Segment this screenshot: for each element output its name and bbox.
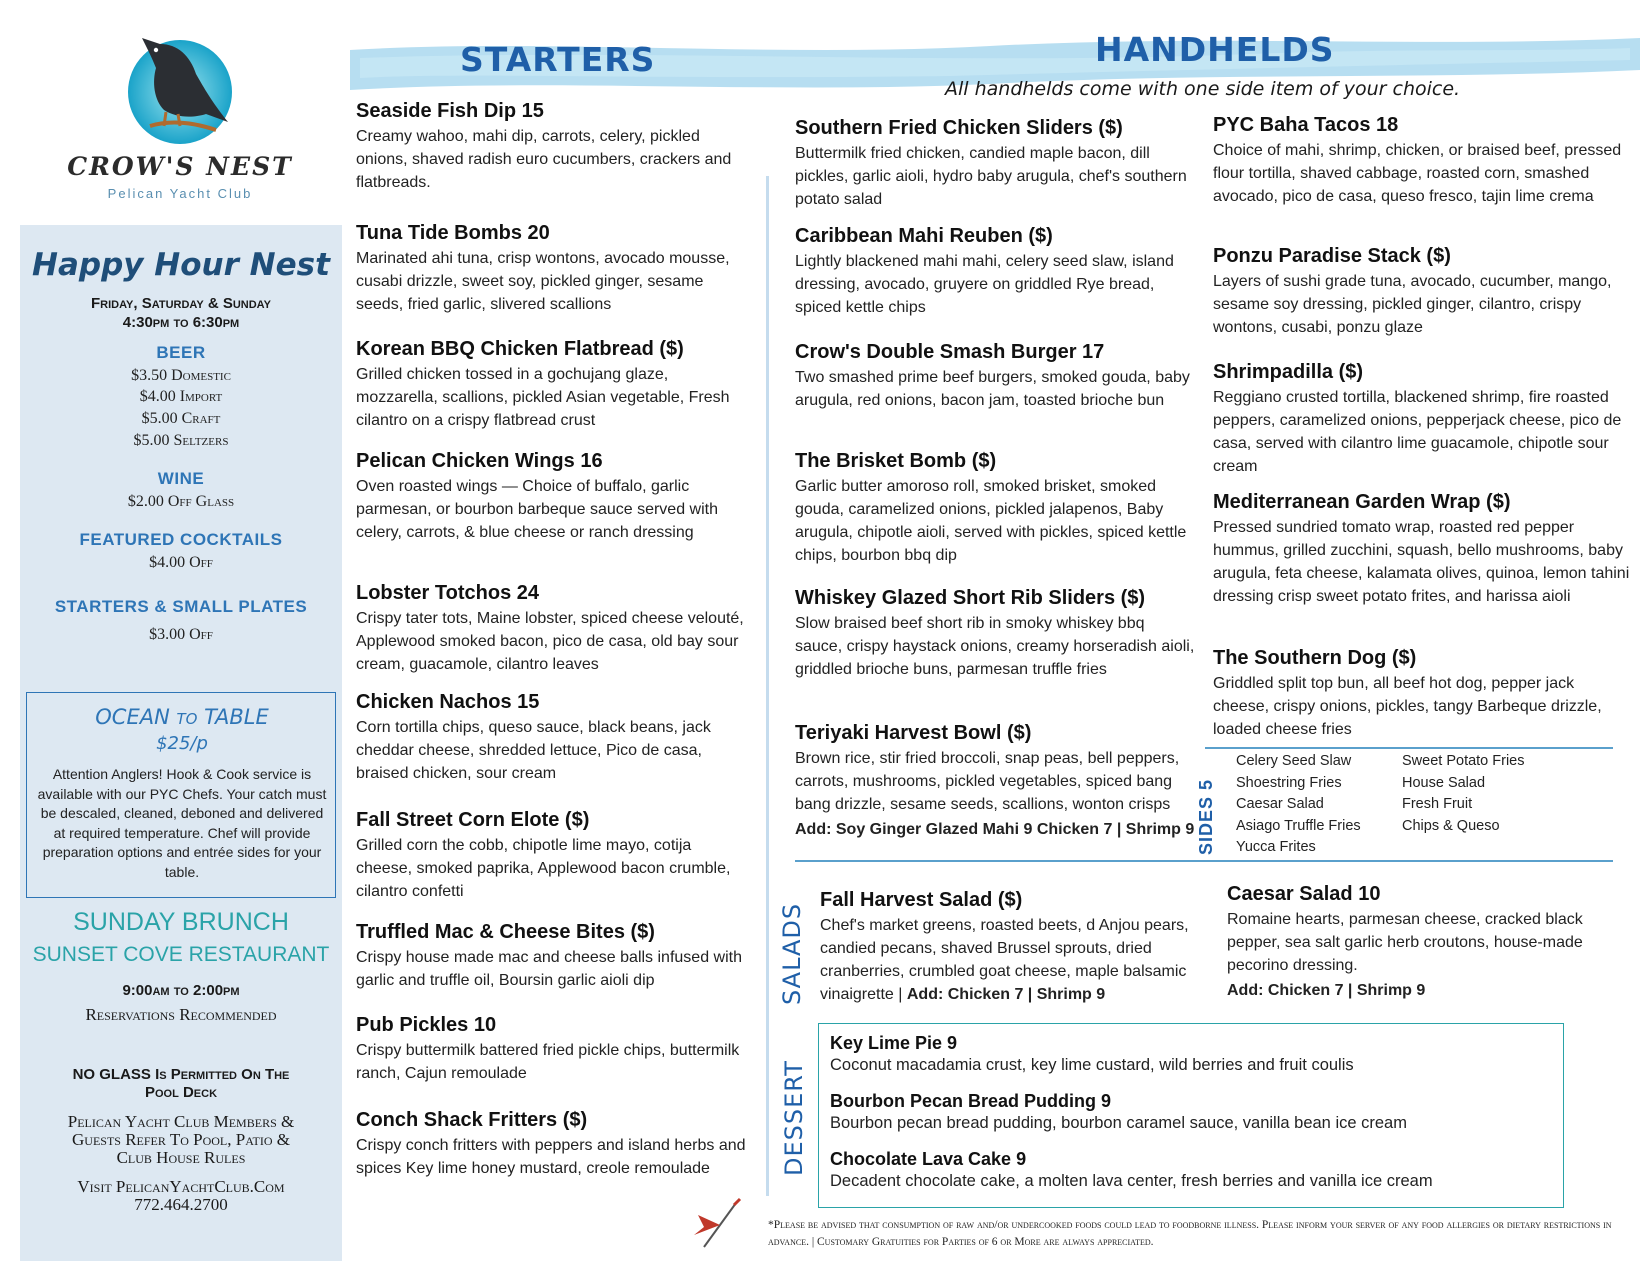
- menu-item: [795, 225, 1195, 319]
- item-name: Mediterranean Garden Wrap ($): [1213, 491, 1511, 513]
- item-desc: Oven roasted wings — Choice of buffalo, garlic parmesan, or bourbon barbeque sauce served with celery, carrots, & blue cheese or ranch dressing: [356, 478, 718, 541]
- item-desc: Grilled corn the cobb, chipotle lime mayo, cotija cheese, smoked paprika, Applewood bacon crumble, cilantro confetti: [356, 837, 731, 900]
- menu-item: [356, 100, 746, 194]
- members-rule: Pelican Yacht Club Members &: [67, 1112, 295, 1131]
- beer-line: $3.50 Domestic: [131, 367, 231, 384]
- handhelds-heading: HANDHELDS: [1095, 30, 1335, 69]
- item-name: Korean BBQ Chicken Flatbread ($): [356, 338, 684, 360]
- item-name: Caribbean Mahi Reuben ($): [795, 225, 1053, 247]
- item-name: Crow's Double Smash Burger 17: [795, 341, 1105, 363]
- menu-item: [356, 1109, 746, 1180]
- beer-line: $4.00 Import: [139, 388, 223, 405]
- item-desc: Crispy tater tots, Maine lobster, spiced cheese velouté, Applewood smoked bacon, pico de casa, old bay sour cream, guacamole, cilantro leaves: [356, 610, 744, 673]
- dessert-label: DESSERT: [780, 1060, 808, 1176]
- item-name: The Southern Dog ($): [1213, 647, 1417, 669]
- side-item: Sweet Potato Fries: [1402, 753, 1525, 769]
- brunch-venue: SUNSET COVE RESTAURANT: [32, 943, 330, 966]
- happy-hour-title: Happy Hour Nest: [32, 247, 330, 283]
- starters-discount-heading: STARTERS & SMALL PLATES: [54, 597, 308, 616]
- item-name: Pelican Chicken Wings 16: [356, 450, 603, 472]
- item-desc: Romaine hearts, parmesan cheese, cracked black pepper, sea salt garlic herb croutons, house-made pecorino dressing.: [1227, 911, 1583, 974]
- item-add-on: Add: Chicken 7 | Shrimp 9: [906, 986, 1106, 1003]
- item-name: Truffled Mac & Cheese Bites ($): [356, 921, 655, 943]
- item-desc: Coconut macadamia crust, key lime custard, wild berries and fruit coulis: [830, 1056, 1354, 1074]
- menu-item: [356, 450, 746, 544]
- item-name: PYC Baha Tacos 18: [1213, 114, 1399, 136]
- side-item: Celery Seed Slaw: [1236, 753, 1352, 769]
- dessert-item: [830, 1149, 1433, 1191]
- beer-line: $5.00 Craft: [141, 410, 221, 427]
- item-desc: [820, 914, 1210, 1006]
- crow-icon: [120, 30, 240, 150]
- item-add-on: Add: Soy Ginger Glazed Mahi 9 Chicken 7 | Shrimp 9: [795, 821, 1195, 838]
- item-name: The Brisket Bomb ($): [795, 450, 997, 472]
- ocean-price: $25/p: [156, 733, 208, 754]
- side-item: House Salad: [1402, 775, 1486, 791]
- item-name: Southern Fried Chicken Sliders ($): [795, 117, 1123, 139]
- side-item: Yucca Frites: [1236, 839, 1316, 855]
- side-item: Chips & Queso: [1402, 818, 1500, 834]
- phone-number: 772.464.2700: [134, 1195, 228, 1214]
- club-burgee-icon: [690, 1195, 748, 1253]
- brunch-note: Reservations Recommended: [85, 1005, 277, 1024]
- ocean-description: Attention Anglers! Hook & Cook service is available with our PYC Chefs. Your catch must be descaled, cleaned, deboned and delivered at required temperature. Chef will provide preparation options and entrée sides for your table.: [37, 766, 327, 880]
- side-item: Caesar Salad: [1236, 796, 1324, 812]
- crows-nest-logo: [60, 30, 300, 215]
- beer-heading: BEER: [156, 343, 206, 362]
- menu-item: [1213, 647, 1633, 741]
- members-rule: Club House Rules: [116, 1148, 246, 1167]
- side-item: Fresh Fruit: [1402, 796, 1473, 812]
- item-name: Chicken Nachos 15: [356, 691, 540, 713]
- salad-item: [820, 889, 1210, 1006]
- item-name: Fall Street Corn Elote ($): [356, 809, 590, 831]
- item-name: Tuna Tide Bombs 20: [356, 222, 550, 244]
- menu-item: [795, 587, 1195, 681]
- item-desc: Grilled chicken tossed in a gochujang glaze, mozzarella, scallions, pickled Asian vegetable, Fresh cilantro on a crispy flatbread crust: [356, 366, 730, 429]
- happy-hour-days: Friday, Saturday & Sunday: [91, 295, 271, 312]
- item-name: Teriyaki Harvest Bowl ($): [795, 722, 1032, 744]
- menu-item: [1213, 361, 1633, 478]
- item-name: Chocolate Lava Cake 9: [830, 1149, 1027, 1169]
- item-name: Fall Harvest Salad ($): [820, 889, 1023, 911]
- brand-subtitle: Pelican Yacht Club: [107, 186, 253, 201]
- happy-hour-sidebar: [20, 225, 342, 1261]
- item-desc: Lightly blackened mahi mahi, celery seed slaw, island dressing, avocado, gruyere on griddled Rye bread, spiced kettle chips: [795, 253, 1174, 316]
- menu-item: [795, 722, 1195, 841]
- item-desc: Crispy buttermilk battered fried pickle chips, buttermilk ranch, Cajun remoulade: [356, 1042, 740, 1082]
- item-name: Lobster Totchos 24: [356, 582, 539, 604]
- brand-name: CROW'S NEST: [67, 152, 293, 181]
- ocean-to-table-box: [26, 692, 336, 898]
- item-name: Bourbon Pecan Bread Pudding 9: [830, 1091, 1112, 1111]
- menu-item: [356, 338, 746, 432]
- item-desc: Crispy house made mac and cheese balls infused with garlic and truffle oil, Boursin garlic aioli dip: [356, 949, 742, 989]
- item-desc: Marinated ahi tuna, crisp wontons, avocado mousse, cusabi drizzle, sweet soy, pickled ginger, sesame seeds, fried garlic, slivered scallions: [356, 250, 730, 313]
- item-add-on: Add: Chicken 7 | Shrimp 9: [1227, 982, 1426, 999]
- item-desc: Decadent chocolate cake, a molten lava center, fresh berries and vanilla ice cream: [830, 1172, 1433, 1190]
- starters-heading: STARTERS: [460, 40, 656, 79]
- menu-item: [356, 222, 746, 316]
- cocktails-line: $4.00 Off: [149, 554, 213, 571]
- side-item: Asiago Truffle Fries: [1236, 818, 1361, 834]
- menu-item: [1213, 245, 1633, 339]
- ocean-title: OCEAN to TABLE: [95, 705, 269, 729]
- item-desc: Garlic butter amoroso roll, smoked brisket, smoked gouda, caramelized onions, pickled jalapenos, Baby arugula, chipotle aioli, served with pickles, spiced kettle chips, bourbon bbq dip: [795, 478, 1187, 564]
- menu-item: [1213, 114, 1633, 208]
- beer-line: $5.00 Seltzers: [133, 432, 229, 449]
- dessert-item: [830, 1033, 1354, 1075]
- menu-item: [356, 691, 746, 785]
- cocktails-heading: FEATURED COCKTAILS: [79, 530, 283, 549]
- disclaimer: *Please be advised that consumption of raw and/or undercooked foods could lead to foodborne illness. Please inform your server of any food allergies or dietary restrictions in advance. | Customary Gratuities for Parties of 6 or More are always appreciated.: [768, 1219, 1612, 1248]
- item-name: Conch Shack Fritters ($): [356, 1109, 588, 1131]
- item-desc: Slow braised beef short rib in smoky whiskey bbq sauce, crispy haystack onions, creamy horseradish aioli, griddled brioche buns, parmesan truffle fries: [795, 615, 1195, 678]
- column-divider: [766, 176, 769, 1196]
- item-desc: Two smashed prime beef burgers, smoked gouda, baby arugula, red onions, bacon jam, toasted brioche bun: [795, 369, 1190, 409]
- website-link[interactable]: Visit PelicanYachtClub.Com: [77, 1177, 285, 1196]
- menu-item: [795, 450, 1195, 567]
- handhelds-note: All handhelds come with one side item of your choice.: [945, 78, 1461, 100]
- brunch-title: SUNDAY BRUNCH: [73, 908, 289, 936]
- item-name: Key Lime Pie 9: [830, 1033, 958, 1053]
- item-desc-text: Chef's market greens, roasted beets, d Anjou pears, candied pecans, shaved Brussel sprouts, dried cranberries, crumbled goat cheese, maple balsamic vinaigrette |: [820, 917, 1189, 1003]
- item-desc: Brown rice, stir fried broccoli, snap peas, bell peppers, carrots, mushrooms, pickled vegetables, spiced bang bang drizzle, sesame seeds, scallions, wonton crisps: [795, 750, 1180, 813]
- item-desc: Pressed sundried tomato wrap, roasted red pepper hummus, grilled zucchini, squash, bello mushrooms, baby arugula, feta cheese, kalamata olives, quinoa, lemon tahini dressing crisp sweet potato frites, and harissa aioli: [1213, 519, 1630, 605]
- brunch-time: 9:00am to 2:00pm: [122, 982, 240, 999]
- item-name: Ponzu Paradise Stack ($): [1213, 245, 1451, 267]
- menu-item: [356, 582, 746, 676]
- side-item: Shoestring Fries: [1236, 775, 1342, 791]
- item-name: Whiskey Glazed Short Rib Sliders ($): [795, 587, 1146, 609]
- item-desc: Griddled split top bun, all beef hot dog, pepper jack cheese, crispy onions, pickles, tangy Barbeque drizzle, loaded cheese fries: [1213, 675, 1602, 738]
- salads-label: SALADS: [778, 902, 806, 1005]
- item-desc: Layers of sushi grade tuna, avocado, cucumber, mango, sesame soy dressing, pickled ginger, cilantro, crispy wontons, cusabi, ponzu glaze: [1213, 273, 1612, 336]
- starters-discount-line: $3.00 Off: [149, 626, 213, 643]
- item-desc: Reggiano crusted tortilla, blackened shrimp, fire roasted peppers, caramelized onions, pepperjack cheese, pico de casa, served with cilantro lime guacamole, chipotle sour cream: [1213, 389, 1622, 475]
- item-desc: Choice of mahi, shrimp, chicken, or braised beef, pressed flour tortilla, shaved cabbage, roasted corn, smashed avocado, pico de casa, queso fresco, tajin lime crema: [1213, 142, 1622, 205]
- menu-item: [356, 1014, 746, 1085]
- item-desc: Bourbon pecan bread pudding, bourbon caramel sauce, vanilla bean ice cream: [830, 1114, 1407, 1132]
- menu-item: [795, 117, 1195, 211]
- happy-hour-time: 4:30pm to 6:30pm: [122, 314, 240, 331]
- item-desc: Crispy conch fritters with peppers and island herbs and spices Key lime honey mustard, creole remoulade: [356, 1137, 746, 1177]
- item-name: Caesar Salad 10: [1227, 883, 1381, 905]
- wine-heading: WINE: [157, 469, 205, 488]
- menu-item: [356, 809, 746, 903]
- item-name: Seaside Fish Dip 15: [356, 100, 544, 122]
- item-desc: Corn tortilla chips, queso sauce, black beans, jack cheddar cheese, shredded lettuce, Pico de casa, braised chicken, sour cream: [356, 719, 711, 782]
- dessert-item: [830, 1091, 1407, 1133]
- item-desc: Buttermilk fried chicken, candied maple bacon, dill pickles, garlic aioli, hydro baby arugula, chef's southern potato salad: [795, 145, 1187, 208]
- salad-item: [1227, 883, 1627, 1002]
- glass-rule: NO GLASS Is Permitted On The: [72, 1066, 290, 1083]
- glass-rule: Pool Deck: [144, 1084, 218, 1101]
- menu-item: [1213, 491, 1633, 608]
- salads-top-rule: [795, 860, 1613, 862]
- item-name: Shrimpadilla ($): [1213, 361, 1364, 383]
- sides-label: SIDES 5: [1196, 778, 1216, 855]
- wine-line: $2.00 Off Glass: [127, 493, 235, 510]
- menu-item: [356, 921, 746, 992]
- item-name: Pub Pickles 10: [356, 1014, 497, 1036]
- menu-item: [795, 341, 1195, 412]
- sides-top-rule: [1205, 747, 1613, 749]
- members-rule: Guests Refer To Pool, Patio &: [72, 1130, 290, 1149]
- item-desc: Creamy wahoo, mahi dip, carrots, celery, pickled onions, shaved radish euro cucumbers, crackers and flatbreads.: [356, 128, 732, 191]
